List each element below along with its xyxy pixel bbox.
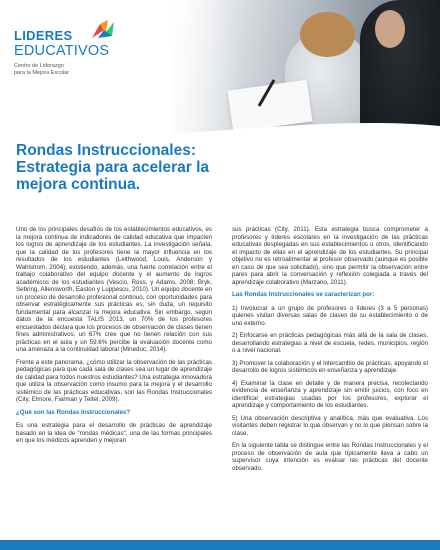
section-heading: ¿Qué son las Rondas Instruccionales? xyxy=(16,408,131,416)
brand-tagline-2: para la Mejora Escolar xyxy=(14,70,70,76)
title-line-1: Rondas Instruccionales: xyxy=(16,142,197,159)
list-item: 3) Promover la colaboración y el intercambio de prácticas, apoyando el desarrollo de logros sistémicos en enseñanza y aprendizaje. xyxy=(232,359,428,374)
article-title xyxy=(16,142,256,193)
right-column xyxy=(232,226,428,477)
left-column xyxy=(16,226,212,450)
paragraph: Frente a este panorama, ¿cómo utilizar la observación de las prácticas pedagógicas para que cada sala de clases sea un lugar de aprendizaje de calidad para todos nuestros estudiantes? Una estrategia innovadora que utiliza la observación como insumo para la mejora y el desarrollo sistémico de las prácticas educativas, son las Rondas Instruccionales (City, Elmore, Fiarman y Teitel, 2009). xyxy=(16,358,212,403)
section-heading: Las Rondas Instruccionales se caracterizan por: xyxy=(232,291,375,298)
brand-logo xyxy=(14,14,154,84)
student-hair xyxy=(300,12,355,57)
paragraph: sus prácticas (City, 2011). Esta estrategia busca comprometer a profesores y líderes escolares en la investigación de las prácticas educativas desplegadas en sus establecimientos u otros, identificando el impacto de ellas en el aprendizaje de los estudiantes. Su principal objetivo no es retroalimentar al profesor observado (aunque es posible en caso de que sea solicitado), sino que permitir la observación entre pares para abrir la conversación y reflexión colegiada a través del aprendizaje colaborativo (Marzano, 2011). xyxy=(232,226,428,286)
brand-tagline-1: Centro de Liderazgo xyxy=(14,63,64,69)
paragraph: Es una estrategia para el desarrollo de prácticas de aprendizaje basado en la idea de "rondas médicas", una de las formas principales en que los médicos aprenden y mejoran xyxy=(16,422,212,444)
brand-name-line2: EDUCATIVOS xyxy=(14,43,110,59)
title-line-3: mejora continua. xyxy=(16,176,141,193)
header-hero xyxy=(0,0,440,135)
brand-name-line1: LIDERES xyxy=(14,28,73,43)
list-item: 1) Involucrar a un grupo de profesores o líderes (3 a 5 personas) quienes visitan diversas salas de clases de su establecimiento o de uno externo. xyxy=(232,304,428,327)
title-line-2: Estrategia para acelerar la xyxy=(16,159,210,176)
hero-curve xyxy=(0,112,440,135)
list-item: 2) Enfocarse en prácticas pedagógicas más allá de la sala de clases, desarrollando estrategias a nivel de escuela, redes, municipios, región o a nivel nacional. xyxy=(232,332,428,354)
teacher-face xyxy=(375,10,405,48)
list-item: 4) Examinar la clase en detalle y de manera precisa, recolectando evidencia de enseñanza y aprendizaje sin emitir juicios, con foco en identificar estrategias usadas por los profesores, explorar el aprendizaje y comportamiento de los estudiantes. xyxy=(232,379,428,409)
brand-mark-icon xyxy=(90,18,120,40)
list-item: 5) Una observación descriptiva y analítica, más que evaluativa. Los visitantes deben registrar lo que observan y no lo que piensan sobre la clase. xyxy=(232,414,428,437)
footer-band xyxy=(0,540,440,550)
paragraph: Uno de los principales desafíos de los establecimientos educativos, es la mejora continua de indicadores de calidad educativa que impacten los logros de aprendizaje de los estudiantes. La investigación señala, que la calidad de los profesores tiene la mayor influencia en los resultados de los estudiantes (Leithwood, Louis, Anderson y Wahlstrom, 2004); existiendo, además, una fuerte correlación entre el trabajo colaborativo del equipo docente y el aumento de logros académicos de los estudiantes (Vescio, Ross, y Adams, 2008; Bryk, Sebring, Allensworth, Easton y Luppescu, 2010). Un equipo docente en un proceso de desarrollo profesional continuo, con oportunidades para observar estratégicamente sus prácticas es, sin duda, un requisito fundamental para alcanzar la mejora educativa. Sin embargo, según datos de la encuesta TALIS 2013, un 70% de los profesores encuestados declara que los procesos de observación de clases tienen fines administrativos, un 67% cree que no tienen relación con sus prácticas en el aula y un 59.6% percibe la evaluación docente como una amenaza a la continuidad laboral (Mineduc, 2014). xyxy=(16,226,212,353)
paragraph: En la siguiente tabla se distingue entre las Rondas Instruccionales y el proceso de observación de aula que típicamente lleva a cabo un supervisor cuya intención es evaluar las prácticas del docente observado. xyxy=(232,442,428,472)
